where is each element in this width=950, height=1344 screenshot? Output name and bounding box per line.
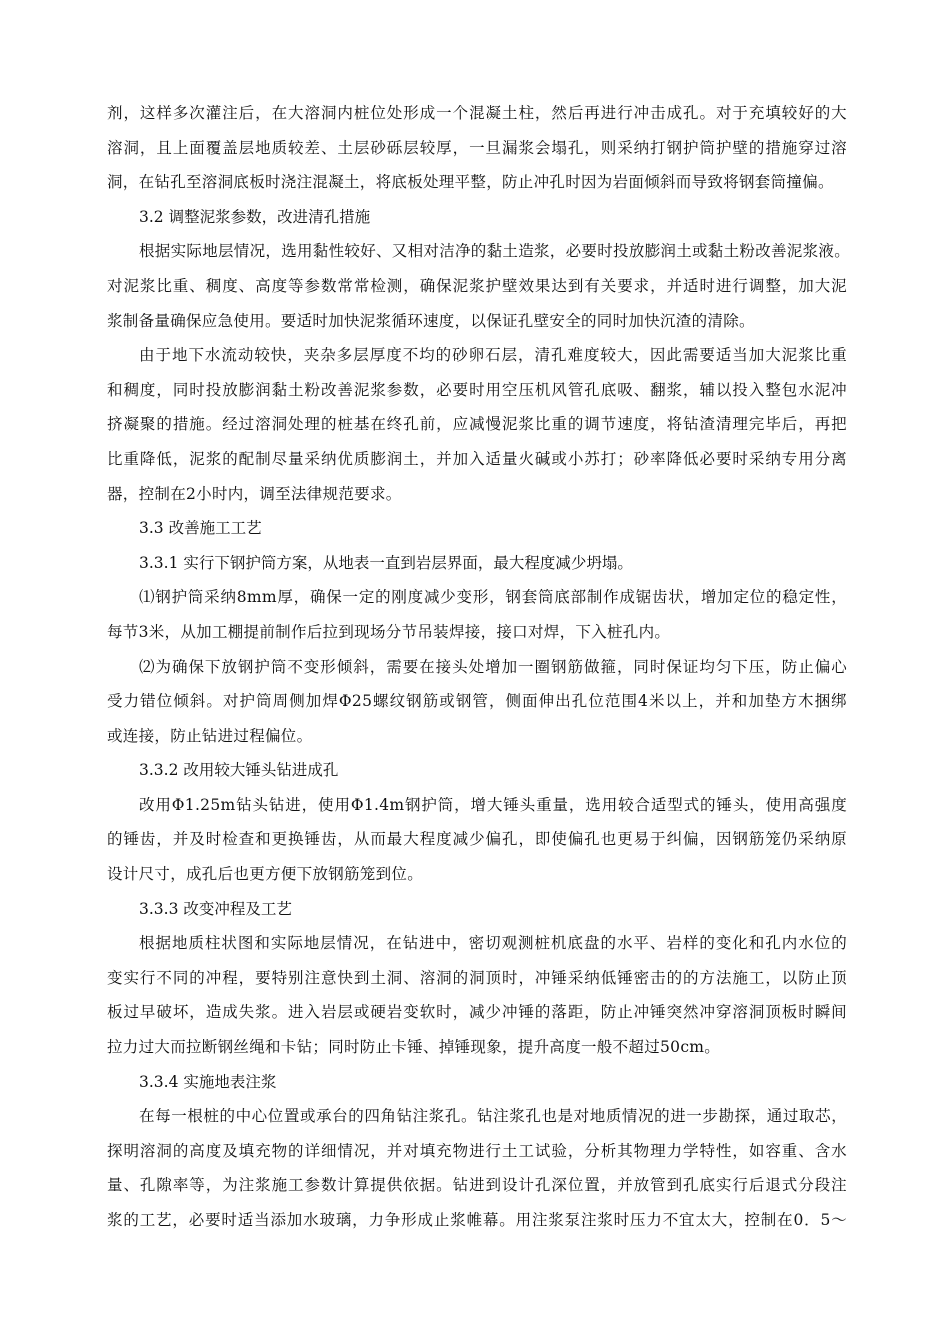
text-line: 在每一根桩的中心位置或承台的四角钻注浆孔。钻注浆孔也是对地质情况的进一步勘探，通过取芯， <box>139 1107 847 1126</box>
text-line: 每节3米，从加工棚提前制作后拉到现场分节吊装焊接，接口对焊，下入桩孔内。 <box>107 622 671 641</box>
paragraph <box>107 338 847 511</box>
text-line: 量、孔隙率等，为注浆施工参数计算提供依据。钻进到设计孔深位置，并放管到孔底实行后退式分段注 <box>107 1176 847 1195</box>
text-line: 器，控制在2小时内，调至法律规范要求。 <box>107 484 402 503</box>
text-line: 变实行不同的冲程，要特别注意快到土洞、溶洞的洞顶时，冲锤采纳低锤密击的的方法施工，以防止顶 <box>107 968 847 987</box>
text-line: ⑵为确保下放钢护筒不变形倾斜，需要在接头处增加一圈钢筋做箍，同时保证均匀下压，防止偏心 <box>139 657 847 676</box>
text-line: 浆制备量确保应急使用。要适时加快泥浆循环速度，以保证孔壁安全的同时加快沉渣的清除。 <box>107 311 755 330</box>
paragraph <box>107 234 851 338</box>
text-line: 受力错位倾斜。对护筒周侧加焊Φ25螺纹钢筋或钢管，侧面伸出孔位范围4米以上，并和加垫方木捆绑 <box>107 692 847 711</box>
text-line: 洞，在钻孔至溶洞底板时浇注混凝土，将底板处理平整，防止冲孔时因为岩面倾斜而导致将钢套筒撞偏。 <box>107 173 834 192</box>
text-line: 和稠度，同时投放膨润黏土粉改善泥浆参数，必要时用空压机风管孔底吸、翻浆，辅以投入整包水泥冲 <box>107 380 847 399</box>
text-line: 根据实际地层情况，选用黏性较好、又相对洁净的黏土造浆，必要时投放膨润土或黏土粉改善泥浆液。 <box>139 242 851 261</box>
section-heading: 3.3 改善施工工艺 <box>139 519 262 538</box>
paragraph <box>107 926 847 1064</box>
text-line: ⑴钢护筒采纳8mm厚，确保一定的刚度减少变形，钢套筒底部制作成锯齿状，增加定位的稳定性， <box>139 588 847 607</box>
paragraph <box>107 1099 847 1237</box>
paragraph <box>107 580 847 649</box>
text-line: 溶洞，且上面覆盖层地质较差、土层砂砾层较厚，一旦漏浆会塌孔，则采纳打钢护筒护壁的措施穿过溶 <box>107 138 847 157</box>
text-line: 设计尺寸，成孔后也更方便下放钢筋笼到位。 <box>107 865 424 884</box>
subsection-heading: 3.3.1 实行下钢护筒方案，从地表一直到岩层界面，最大程度减少坍塌。 <box>139 553 633 572</box>
text-line: 浆的工艺，必要时适当添加水玻璃，力争形成止浆帷幕。用注浆泵注浆时压力不宜太大，控制在0．5～ <box>107 1211 847 1229</box>
text-line: 的锤齿，并及时检查和更换锤齿，从而最大程度减少偏孔，即使偏孔也更易于纠偏，因钢筋笼仍采纳原 <box>107 830 847 849</box>
subsection-heading: 3.3.2 改用较大锤头钻进成孔 <box>139 761 339 780</box>
text-line: 由于地下水流动较快，夹杂多层厚度不均的砂卵石层，清孔难度较大，因此需要适当加大泥浆比重 <box>139 346 847 365</box>
document-page <box>107 96 851 1238</box>
text-line: 拉力过大而拉断钢丝绳和卡钻；同时防止卡锤、掉锤现象，提升高度一般不超过50cm。 <box>107 1038 721 1057</box>
subsection-heading: 3.3.3 改变冲程及工艺 <box>139 899 292 918</box>
paragraph <box>107 788 847 892</box>
text-line: 改用Φ1.25m钻头钻进，使用Φ1.4m钢护筒，增大锤头重量，选用较合适型式的锤头，使用高强度 <box>139 795 847 814</box>
paragraph <box>107 96 847 200</box>
text-line: 对泥浆比重、稠度、高度等参数常常检测，确保泥浆护壁效果达到有关要求，并适时进行调整，加大泥 <box>107 276 847 295</box>
paragraph <box>107 650 847 754</box>
text-line: 板过早破坏，造成失浆。进入岩层或硬岩变软时，减少冲锤的落距，防止冲锤突然冲穿溶洞顶板时瞬间 <box>107 1003 847 1022</box>
subsection-heading: 3.3.4 实施地表注浆 <box>139 1072 277 1091</box>
text-line: 探明溶洞的高度及填充物的详细情况，并对填充物进行土工试验，分析其物理力学特性，如容重、含水 <box>107 1141 847 1160</box>
text-line: 挤凝聚的措施。经过溶洞处理的桩基在终孔前，应减慢泥浆比重的调节速度，将钻渣清理完毕后，再把 <box>107 415 847 434</box>
text-line: 或连接，防止钻进过程偏位。 <box>107 726 313 745</box>
section-heading: 3.2 调整泥浆参数，改进清孔措施 <box>139 207 371 226</box>
text-line: 根据地质柱状图和实际地层情况，在钻进中，密切观测桩机底盘的水平、岩样的变化和孔内水位的 <box>139 934 847 953</box>
text-line: 剂，这样多次灌注后，在大溶洞内桩位处形成一个混凝土柱，然后再进行冲击成孔。对于充填较好的大 <box>107 104 847 122</box>
text-line: 比重降低，泥浆的配制尽量采纳优质膨润土，并加入适量火碱或小苏打；砂率降低必要时采纳专用分离 <box>107 449 847 468</box>
